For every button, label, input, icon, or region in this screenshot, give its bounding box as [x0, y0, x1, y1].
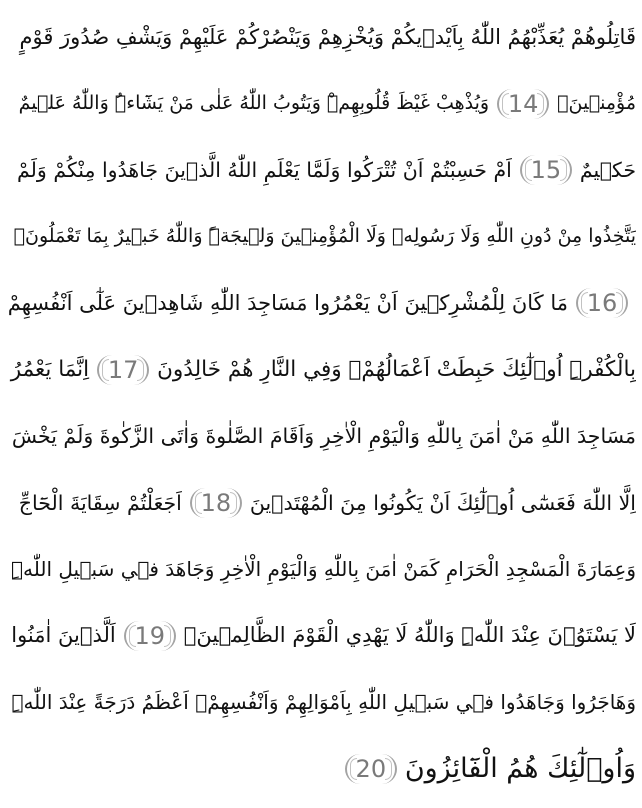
ayah-number-marker [190, 488, 242, 518]
verse-text: بِالْكُفْرِۜ اُو۬لٰٓئِكَ حَبِطَتْ اَعْمَالُهُمْۚ وَفِي النَّارِ هُمْ خَالِدُونَ [157, 357, 636, 382]
ayah-number-marker [345, 754, 397, 784]
ayah-number-marker [97, 355, 149, 385]
text-line-11 [6, 669, 636, 736]
ayah-number-marker [497, 89, 549, 119]
text-line-5 [6, 270, 636, 337]
ayah-number: 19 [134, 621, 165, 650]
ayah-number-marker [124, 621, 176, 651]
text-line-10 [6, 603, 636, 670]
verse-text: حَك۪يمٌ [579, 158, 636, 182]
verse-text: وَاُو۬لٰٓئِكَ هُمُ الْفَٓائِزُونَ [404, 753, 636, 785]
ayah-number-marker [520, 155, 572, 185]
ayah-number: 18 [200, 488, 232, 517]
text-line-3 [6, 137, 636, 204]
verse-text: اِنَّمَا يَعْمُرُ [10, 357, 90, 382]
verse-text: اَجَعَلْتُمْ سِقَايَةَ الْحَٓاجِّ [18, 490, 182, 515]
ayah-number: 15 [530, 156, 562, 185]
ayah-number: 16 [586, 289, 618, 318]
text-line-4 [6, 204, 636, 271]
verse-text: يَتَّخِذُوا مِنْ دُونِ اللّٰهِ وَلَا رَسُولِه۪ وَلَا الْمُؤْمِن۪ينَ وَل۪يجَةًۜ وَاللّٰهُ خَب۪يرٌ بِمَا تَعْمَلُونَ۟ [13, 225, 636, 248]
verse-text: مُؤْمِن۪ينَۙ [557, 92, 636, 115]
text-line-1 [6, 4, 636, 71]
verse-text: اِلَّا اللّٰهَ فَعَسٰٓى اُو۬لٰٓئِكَ اَنْ يَكُونُوا مِنَ الْمُهْتَد۪ينَ [249, 490, 636, 515]
verse-text: اَلَّذ۪ينَ اٰمَنُوا [11, 623, 116, 648]
text-line-6 [6, 337, 636, 404]
text-line-8 [6, 470, 636, 537]
verse-text: وَعِمَارَةَ الْمَسْجِدِ الْحَرَامِ كَمَنْ اٰمَنَ بِاللّٰهِ وَالْيَوْمِ الْاٰخِرِ وَجَاهَدَ ف۪ي سَب۪يلِ اللّٰهِۜ [11, 557, 636, 582]
ayah-number: 14 [507, 89, 539, 118]
text-line-2 [6, 71, 636, 138]
verse-text: مَسَاجِدَ اللّٰهِ مَنْ اٰمَنَ بِاللّٰهِ وَالْيَوْمِ الْاٰخِرِ وَاَقَامَ الصَّلٰوةَ وَاٰتَى الزَّكٰوةَ وَلَمْ يَخْشَ [11, 424, 636, 448]
text-line-9 [6, 536, 636, 603]
verse-text: وَهَاجَرُوا وَجَاهَدُوا ف۪ي سَب۪يلِ اللّٰهِ بِاَمْوَالِهِمْ وَاَنْفُسِهِمْۙ اَعْظَمُ دَرَجَةً عِنْدَ اللّٰهِۜ [11, 690, 636, 715]
verse-text: مَا كَانَ لِلْمُشْرِك۪ينَ اَنْ يَعْمُرُوا مَسَاجِدَ اللّٰهِ شَاهِد۪ينَ عَلٰٓى اَنْفُسِهِمْ [7, 290, 568, 315]
verse-text: قَاتِلُوهُمْ يُعَذِّبْهُمُ اللّٰهُ بِاَيْد۪يكُمْ وَيُخْزِهِمْ وَيَنْصُرْكُمْ عَلَيْهِمْ وَيَشْفِ صُدُورَ قَوْمٍ [19, 24, 636, 49]
ayah-number-marker [576, 288, 628, 318]
verse-text: وَيُذْهِبْ غَيْظَ قُلُوبِهِمْۜ وَيَتُوبُ اللّٰهُ عَلٰى مَنْ يَشَٓاءُۜ وَاللّٰهُ عَل۪يمٌ [18, 92, 490, 115]
ayah-number: 20 [355, 754, 387, 783]
ayah-number: 17 [107, 355, 139, 384]
verse-text: اَمْ حَسِبْتُمْ اَنْ تُتْرَكُوا وَلَمَّا يَعْلَمِ اللّٰهُ الَّذ۪ينَ جَاهَدُوا مِنْكُمْ وَلَمْ [17, 158, 512, 182]
text-line-7 [6, 403, 636, 470]
verse-text: لَا يَسْتَوُ۫نَ عِنْدَ اللّٰهِۜ وَاللّٰهُ لَا يَهْدِي الْقَوْمَ الظَّالِم۪ينَۢ [183, 623, 636, 648]
text-line-12 [6, 736, 636, 803]
